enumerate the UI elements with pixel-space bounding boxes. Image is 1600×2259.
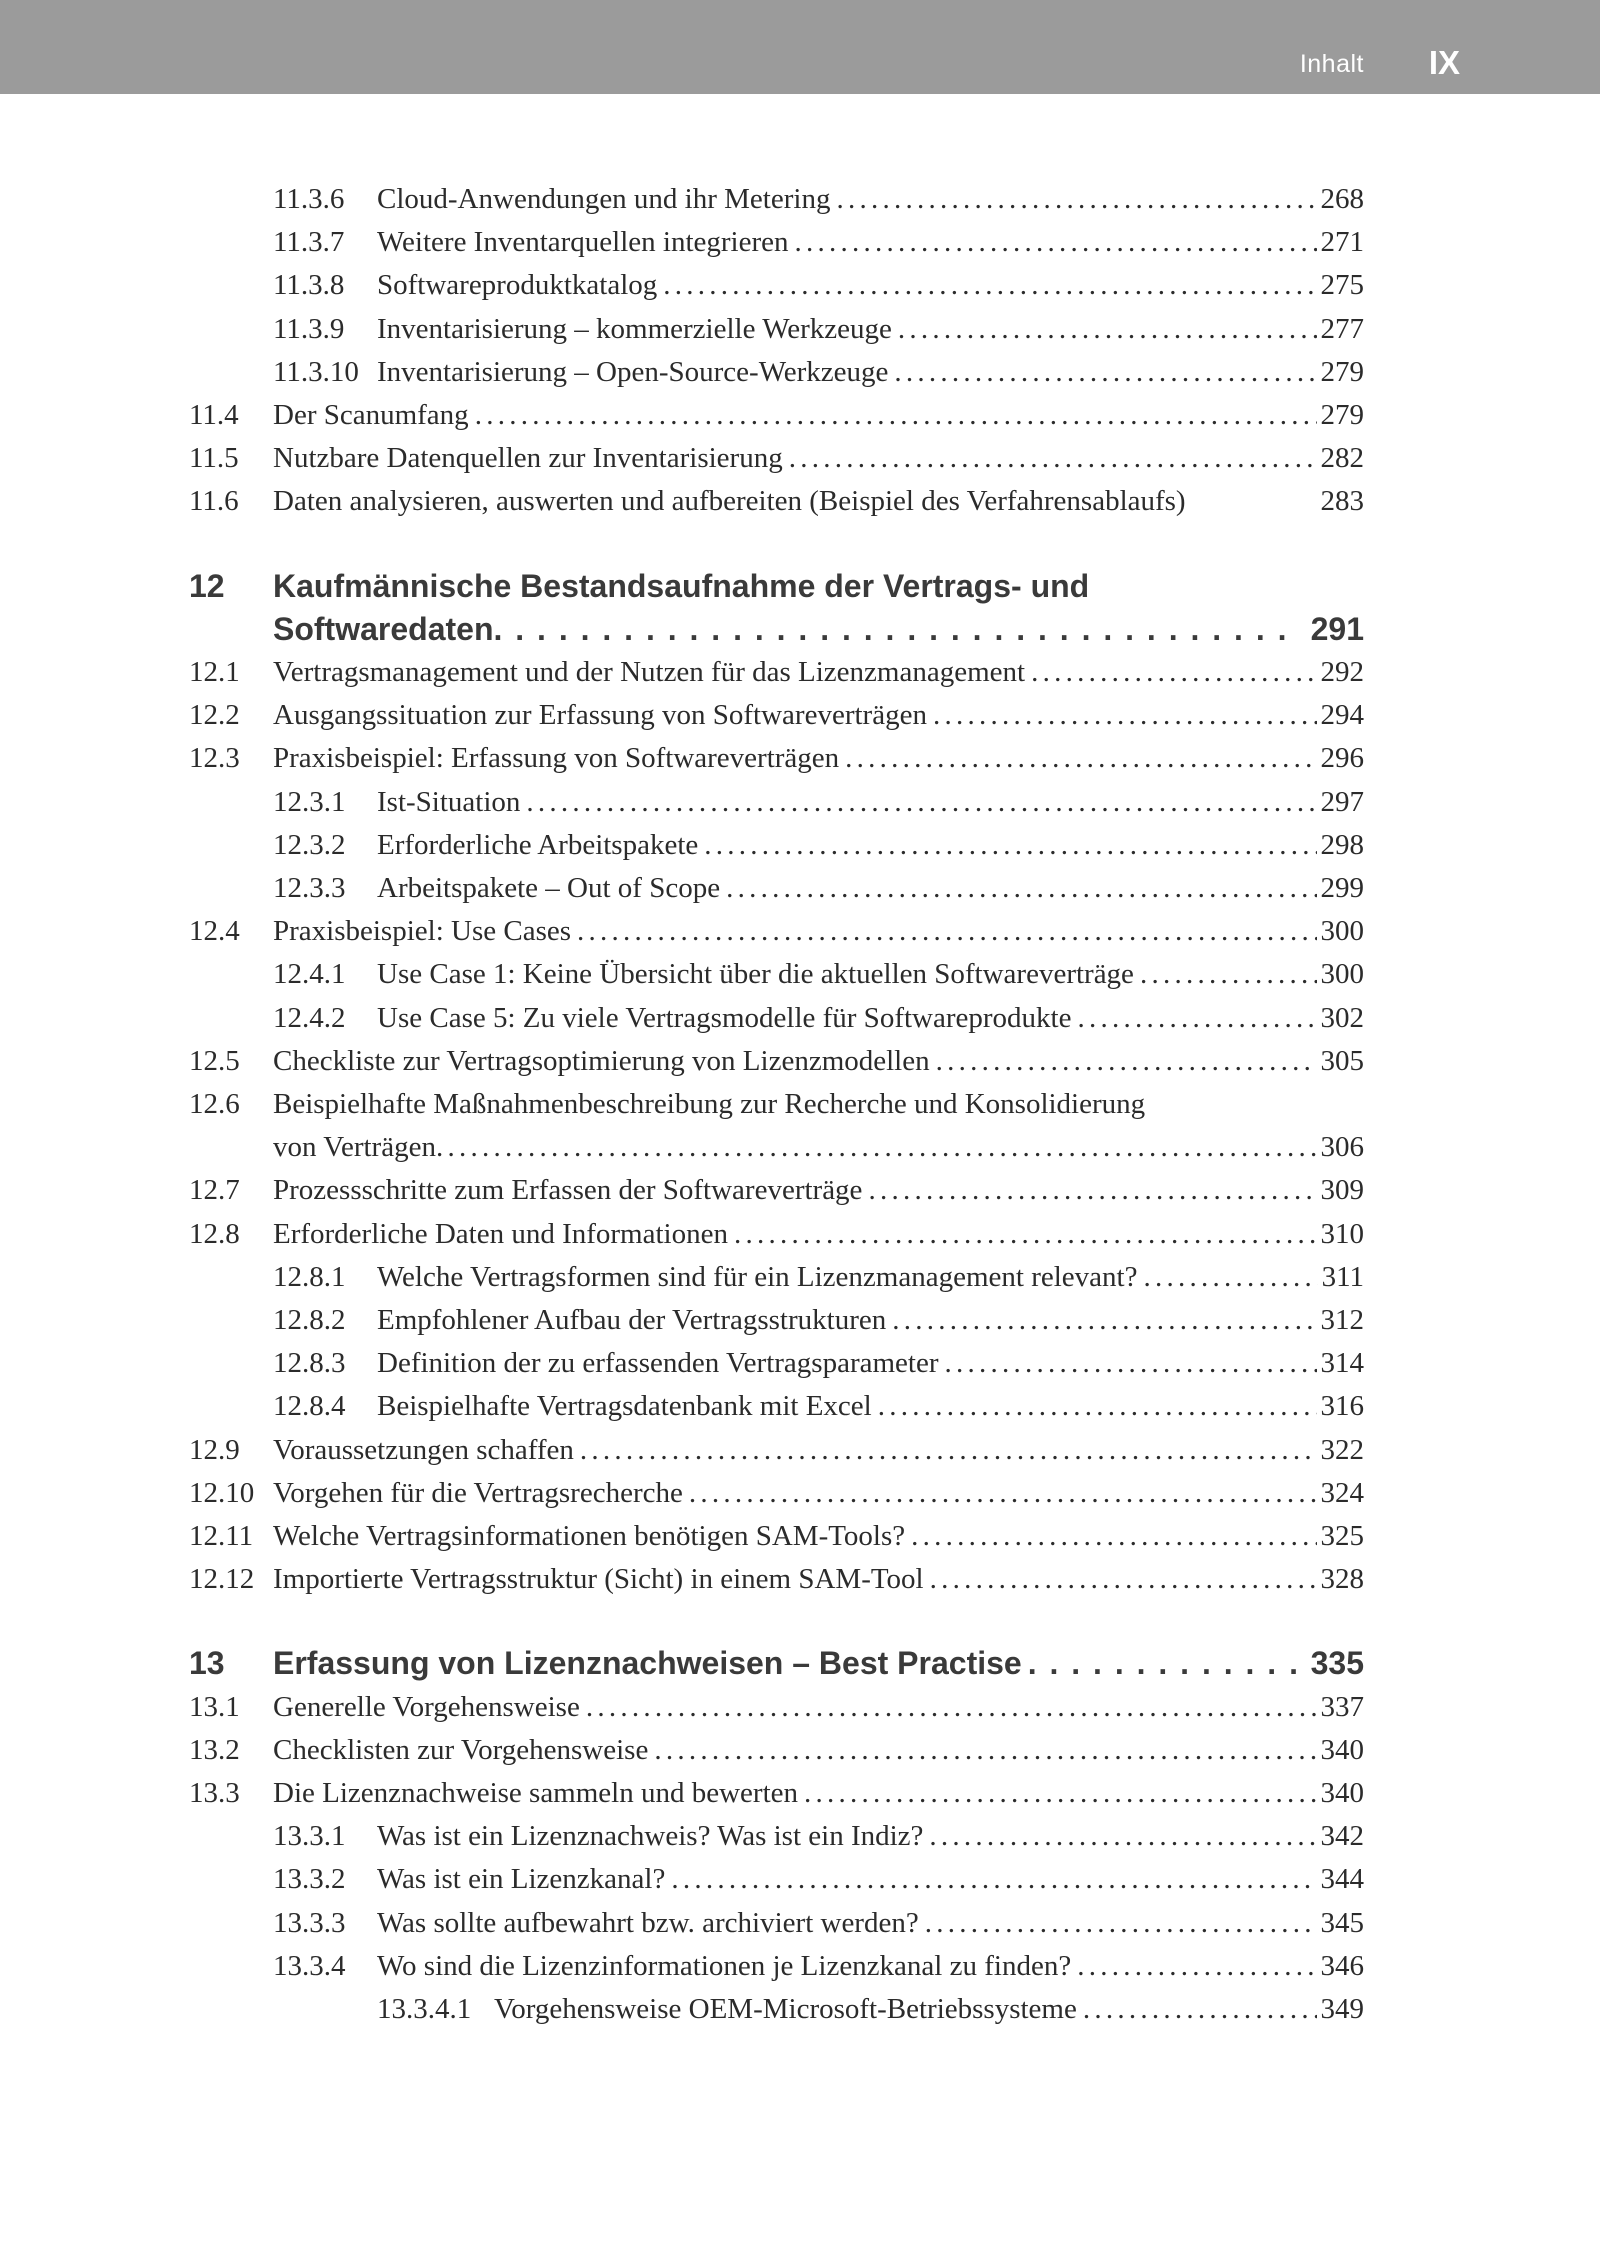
toc-entry[interactable]	[0, 264, 1600, 307]
toc-entry-title: Ausgangssituation zur Erfassung von Softwareverträgen	[273, 699, 927, 731]
toc-page-number: 299	[1320, 872, 1364, 904]
toc-entry-title: Beispielhafte Maßnahmenbeschreibung zur Recherche und Konsolidierung	[273, 1088, 1146, 1120]
toc-chapter-entry[interactable]	[0, 1642, 1600, 1685]
toc-leader-dots	[898, 308, 1317, 351]
toc-leader-dots	[930, 1558, 1317, 1601]
toc-entry-title: Vertragsmanagement und der Nutzen für das Lizenzmanagement	[273, 656, 1026, 688]
toc-page-number: 305	[1320, 1045, 1364, 1077]
toc-leader-dots	[945, 1342, 1317, 1385]
toc-entry[interactable]	[0, 1299, 1600, 1342]
toc-entry[interactable]	[0, 1815, 1600, 1858]
toc-leader-dots	[804, 1772, 1316, 1815]
toc-leader-dots	[1028, 1642, 1301, 1685]
toc-entry-title: Erfassung von Lizenznachweisen – Best Practise	[273, 1645, 1022, 1681]
toc-entry[interactable]	[0, 1729, 1600, 1772]
toc-entry-title: Use Case 1: Keine Übersicht über die aktuellen Softwareverträge	[377, 958, 1134, 990]
toc-entry-number: 13.1	[189, 1691, 240, 1723]
page-number: IX	[1428, 44, 1460, 81]
toc-page-number: 337	[1320, 1691, 1364, 1723]
toc-entry[interactable]	[0, 737, 1600, 780]
toc-entry-number: 12.8.2	[273, 1304, 346, 1336]
toc-page-number: 314	[1320, 1347, 1364, 1379]
toc-entry[interactable]	[0, 1126, 1600, 1169]
toc-entry-number: 12.3.3	[273, 872, 346, 904]
toc-entry-title: Ist-Situation	[377, 786, 521, 818]
toc-page-number: 282	[1320, 442, 1364, 474]
toc-entry-text	[377, 308, 1364, 351]
toc-leader-dots	[933, 694, 1317, 737]
toc-page-number: 346	[1320, 1950, 1364, 1982]
toc-page-number: 283	[1320, 485, 1364, 517]
toc-entry-number: 12.2	[189, 699, 240, 731]
toc-entry[interactable]	[0, 1213, 1600, 1256]
toc-entry-number: 13.3.4.1	[377, 1993, 472, 2025]
toc-entry-number: 13	[189, 1645, 225, 1681]
toc-entry-title: Welche Vertragsformen sind für ein Lizenzmanagement relevant?	[377, 1261, 1138, 1293]
toc-entry-text	[273, 394, 1364, 437]
toc-entry[interactable]	[0, 221, 1600, 264]
toc-page-number: 292	[1320, 656, 1364, 688]
toc-page-number: 316	[1320, 1390, 1364, 1422]
toc-entry-text	[273, 694, 1364, 737]
toc-entry-text	[273, 480, 1364, 523]
toc-entry-text	[273, 1515, 1364, 1558]
toc-entry-text	[273, 737, 1364, 780]
toc-entry[interactable]	[0, 953, 1600, 996]
toc-entry-text	[273, 1729, 1364, 1772]
toc-leader-dots	[526, 781, 1316, 824]
toc-leader-dots	[936, 1040, 1317, 1083]
toc-entry-title: Vorgehen für die Vertragsrecherche	[273, 1477, 683, 1509]
toc-entry-text	[377, 781, 1364, 824]
toc-page-number: 344	[1320, 1863, 1364, 1895]
toc-entry-number: 11.3.6	[273, 183, 345, 215]
toc-entry-number: 11.3.8	[273, 269, 345, 301]
toc-entry[interactable]	[0, 1945, 1600, 1988]
section-label: Inhalt	[1299, 50, 1364, 78]
toc-leader-dots	[894, 351, 1316, 394]
toc-leader-dots	[689, 1472, 1317, 1515]
toc-entry-number: 12	[189, 568, 225, 604]
toc-leader-dots	[1143, 1256, 1317, 1299]
toc-entry-number: 12.3.1	[273, 786, 346, 818]
toc-entry[interactable]	[0, 997, 1600, 1040]
toc-entry-number: 13.3.3	[273, 1907, 346, 1939]
toc-leader-dots	[868, 1169, 1316, 1212]
toc-leader-dots	[836, 178, 1316, 221]
toc-entry-text	[377, 953, 1364, 996]
toc-entry-text	[273, 1686, 1364, 1729]
toc-entry[interactable]	[0, 394, 1600, 437]
toc-page-number: 311	[1321, 1261, 1364, 1293]
toc-entry-number: 13.2	[189, 1734, 240, 1766]
toc-entry[interactable]	[0, 910, 1600, 953]
toc-page-number: 296	[1320, 742, 1364, 774]
toc-page-number: 300	[1320, 958, 1364, 990]
toc-entry-text	[377, 997, 1364, 1040]
toc-entry-number: 12.8	[189, 1218, 240, 1250]
toc-entry-title: Checkliste zur Vertragsoptimierung von Lizenzmodellen	[273, 1045, 930, 1077]
toc-entry-number: 12.9	[189, 1434, 240, 1466]
toc-entry-title: Importierte Vertragsstruktur (Sicht) in einem SAM-Tool	[273, 1563, 924, 1595]
toc-page-number: 298	[1320, 829, 1364, 861]
toc-entry-title: von Verträgen	[273, 1131, 436, 1163]
toc-entry-title: Kaufmännische Bestandsaufnahme der Vertrags- und	[273, 568, 1090, 604]
toc-leader-dots	[795, 221, 1317, 264]
toc-entry[interactable]	[0, 1040, 1600, 1083]
toc-entry-text	[377, 1945, 1364, 1988]
toc-entry-number: 12.11	[189, 1520, 254, 1552]
toc-entry-number: 12.8.3	[273, 1347, 346, 1379]
toc-page-number: 324	[1320, 1477, 1364, 1509]
toc-page-number: 275	[1320, 269, 1364, 301]
toc-leader-dots	[654, 1729, 1316, 1772]
toc-leader-dots	[911, 1515, 1316, 1558]
toc-entry-title: Definition der zu erfassenden Vertragsparameter	[377, 1347, 939, 1379]
toc-page-number: 328	[1320, 1563, 1364, 1595]
toc-entry-title: Arbeitspakete – Out of Scope	[377, 872, 721, 904]
toc-entry-number: 11.6	[189, 485, 239, 517]
toc-page-number: 322	[1320, 1434, 1364, 1466]
toc-entry-number: 12.10	[189, 1477, 255, 1509]
toc-entry-text	[273, 1213, 1364, 1256]
toc-entry-text	[273, 910, 1364, 953]
toc-leader-dots	[789, 437, 1317, 480]
toc-entry-text	[273, 1472, 1364, 1515]
toc-entry[interactable]	[0, 867, 1600, 910]
toc-entry-text	[273, 1558, 1364, 1601]
toc-entry[interactable]	[0, 1558, 1600, 1601]
toc-entry-text	[377, 1902, 1364, 1945]
toc-entry-number: 12.7	[189, 1174, 240, 1206]
toc-entry[interactable]	[0, 1256, 1600, 1299]
toc-entry[interactable]	[0, 308, 1600, 351]
toc-entry[interactable]	[0, 1902, 1600, 1945]
toc-page-number: 279	[1320, 356, 1364, 388]
toc-entry-title: Wo sind die Lizenzinformationen je Lizenzkanal zu finden?	[377, 1950, 1072, 1982]
toc-page-number: 268	[1320, 183, 1364, 215]
toc-entry-text	[377, 1385, 1364, 1428]
toc-page-number: 325	[1320, 1520, 1364, 1552]
toc-entry-title: Weitere Inventarquellen integrieren	[377, 226, 789, 258]
toc-entry-number: 12.8.4	[273, 1390, 346, 1422]
toc-entry-text	[377, 824, 1364, 867]
toc-leader-dots	[1031, 651, 1316, 694]
toc-entry-text	[494, 1988, 1364, 2031]
toc-entry[interactable]	[0, 1083, 1600, 1126]
toc-entry-number: 12.1	[189, 656, 240, 688]
toc-page-number: 294	[1320, 699, 1364, 731]
toc-entry-title: Beispielhafte Vertragsdatenbank mit Excel	[377, 1390, 872, 1422]
toc-entry[interactable]	[0, 1385, 1600, 1428]
toc-page-number: 342	[1320, 1820, 1364, 1852]
toc-entry-title: Was sollte aufbewahrt bzw. archiviert werden?	[377, 1907, 919, 1939]
toc-entry-title: Was ist ein Lizenznachweis? Was ist ein Indiz?	[377, 1820, 924, 1852]
toc-entry[interactable]	[0, 1429, 1600, 1472]
toc-leader-dots	[929, 1815, 1316, 1858]
toc-leader-dots	[845, 737, 1316, 780]
toc-entry-number: 12.4	[189, 915, 240, 947]
toc-entry[interactable]	[0, 1858, 1600, 1901]
toc-leader-dots	[734, 1213, 1317, 1256]
toc-leader-dots	[671, 1858, 1316, 1901]
toc-entry-text	[377, 1256, 1364, 1299]
toc-entry-text	[377, 1299, 1364, 1342]
toc-entry-text	[377, 221, 1364, 264]
toc-entry-text	[273, 1429, 1364, 1472]
toc-entry-title: Inventarisierung – kommerzielle Werkzeuge	[377, 313, 892, 345]
toc-entry-title: Cloud-Anwendungen und ihr Metering	[377, 183, 831, 215]
toc-entry-title: Prozessschritte zum Erfassen der Softwareverträge	[273, 1174, 863, 1206]
toc-entry-number: 11.3.7	[273, 226, 345, 258]
toc-page-number: 297	[1320, 786, 1364, 818]
toc-entry-number: 11.5	[189, 442, 239, 474]
toc-leader-dots	[475, 394, 1317, 437]
toc-leader-dots	[663, 264, 1316, 307]
toc-entry-text	[273, 1126, 1364, 1169]
toc-entry-text	[273, 437, 1364, 480]
toc-page-number: 300	[1320, 915, 1364, 947]
toc-entry-number: 12.4.1	[273, 958, 346, 990]
toc-entry[interactable]	[0, 178, 1600, 221]
toc-entry-title: Der Scanumfang	[273, 399, 469, 431]
toc-entry-title: Daten analysieren, auswerten und aufbereiten (Beispiel des Verfahrensablaufs)	[273, 485, 1186, 517]
toc-entry-text	[273, 608, 1364, 651]
toc-page-number: 277	[1320, 313, 1364, 345]
toc-entry[interactable]	[0, 1988, 1600, 2031]
toc-entry-number: 13.3	[189, 1777, 240, 1809]
toc-entry-number: 13.3.2	[273, 1863, 346, 1895]
toc-entry-text	[377, 1858, 1364, 1901]
toc-page-number: 310	[1320, 1218, 1364, 1250]
toc-entry-title: Erforderliche Arbeitspakete	[377, 829, 699, 861]
toc-entry-number: 12.5	[189, 1045, 240, 1077]
toc-page-number: 302	[1320, 1002, 1364, 1034]
toc-leader-dots	[586, 1686, 1317, 1729]
toc-leader-dots	[925, 1902, 1317, 1945]
toc-leader-dots	[878, 1385, 1317, 1428]
toc-entry-title: Softwareproduktkatalog	[377, 269, 658, 301]
toc-entry[interactable]	[0, 1772, 1600, 1815]
toc-leader-dots	[892, 1299, 1316, 1342]
toc-entry-title: Generelle Vorgehensweise	[273, 1691, 580, 1723]
toc-entry-title: Die Lizenznachweise sammeln und bewerten	[273, 1777, 799, 1809]
toc-chapter-entry[interactable]	[0, 608, 1600, 651]
toc-entry[interactable]	[0, 1472, 1600, 1515]
toc-entry-text	[377, 1342, 1364, 1385]
toc-entry-title: Was ist ein Lizenzkanal?	[377, 1863, 666, 1895]
toc-page-number: 345	[1320, 1907, 1364, 1939]
toc-entry-number: 12.3	[189, 742, 240, 774]
toc-entry-text	[377, 1815, 1364, 1858]
toc-entry[interactable]	[0, 480, 1600, 523]
toc-entry[interactable]	[0, 824, 1600, 867]
toc-entry-text	[377, 867, 1364, 910]
toc-entry[interactable]	[0, 1515, 1600, 1558]
toc-entry-text	[377, 264, 1364, 307]
toc-entry-text	[273, 565, 1364, 608]
toc-entry-number: 11.4	[189, 399, 239, 431]
toc-entry[interactable]	[0, 651, 1600, 694]
toc-entry-number: 12.3.2	[273, 829, 346, 861]
toc-entry-number: 13.3.1	[273, 1820, 346, 1852]
toc-entry-text	[377, 351, 1364, 394]
page-header-bar	[0, 0, 1600, 94]
toc-entry[interactable]	[0, 351, 1600, 394]
toc-entry-text	[273, 1772, 1364, 1815]
toc-leader-dots	[1083, 1988, 1317, 2031]
toc-entry-text	[377, 178, 1364, 221]
toc-entry[interactable]	[0, 1169, 1600, 1212]
toc-leader-dots	[436, 1126, 1317, 1169]
toc-page-number: 271	[1320, 226, 1364, 258]
toc-page-number: 306	[1320, 1131, 1364, 1163]
toc-entry[interactable]	[0, 437, 1600, 480]
toc-entry-title: Checklisten zur Vorgehensweise	[273, 1734, 649, 1766]
toc-entry-text	[273, 651, 1364, 694]
toc-page-number: 312	[1320, 1304, 1364, 1336]
toc-entry-number: 11.3.9	[273, 313, 345, 345]
toc-entry-number: 13.3.4	[273, 1950, 346, 1982]
toc-leader-dots	[1140, 953, 1317, 996]
toc-entry-title: Welche Vertragsinformationen benötigen SAM-Tools?	[273, 1520, 906, 1552]
toc-entry-title: Inventarisierung – Open-Source-Werkzeuge	[377, 356, 889, 388]
toc-leader-dots	[577, 910, 1316, 953]
toc-entry-text	[273, 1083, 1364, 1126]
toc-entry-number: 12.12	[189, 1563, 255, 1595]
toc-page-number: 279	[1320, 399, 1364, 431]
toc-entry[interactable]	[0, 1342, 1600, 1385]
toc-entry[interactable]	[0, 781, 1600, 824]
toc-entry-text	[273, 1642, 1364, 1685]
toc-page-number: 335	[1310, 1645, 1364, 1681]
toc-page-number: 340	[1320, 1777, 1364, 1809]
toc-entry-title: Vorgehensweise OEM-Microsoft-Betriebssysteme	[494, 1993, 1077, 2025]
toc-chapter-entry[interactable]	[0, 565, 1600, 608]
toc-entry-number: 12.8.1	[273, 1261, 346, 1293]
toc-entry-title: Praxisbeispiel: Use Cases	[273, 915, 572, 947]
toc-entry-title: Erforderliche Daten und Informationen	[273, 1218, 728, 1250]
toc-leader-dots	[726, 867, 1316, 910]
toc-entry-number: 12.6	[189, 1088, 240, 1120]
toc-entry-title: Voraussetzungen schaffen	[273, 1434, 574, 1466]
toc-leader-dots	[580, 1429, 1317, 1472]
toc-page-number: 309	[1320, 1174, 1364, 1206]
toc-entry-number: 12.4.2	[273, 1002, 346, 1034]
toc-entry-title: Empfohlener Aufbau der Vertragsstrukturen	[377, 1304, 887, 1336]
toc-leader-dots	[704, 824, 1316, 867]
toc-entry-title: Praxisbeispiel: Erfassung von Softwareverträgen	[273, 742, 840, 774]
toc-page-number: 340	[1320, 1734, 1364, 1766]
toc-entry[interactable]	[0, 1686, 1600, 1729]
toc-entry-title: Use Case 5: Zu viele Vertragsmodelle für Softwareprodukte	[377, 1002, 1072, 1034]
toc-leader-dots	[1077, 1945, 1316, 1988]
toc-entry[interactable]	[0, 694, 1600, 737]
toc-leader-dots	[1077, 997, 1316, 1040]
toc-leader-dots	[493, 608, 1300, 651]
toc-page-number: 349	[1320, 1993, 1364, 2025]
toc-page-number: 291	[1310, 611, 1364, 647]
toc-entry-text	[273, 1169, 1364, 1212]
toc-entry-number: 11.3.10	[273, 356, 359, 388]
toc-entry-title: Nutzbare Datenquellen zur Inventarisierung	[273, 442, 783, 474]
toc-entry-text	[273, 1040, 1364, 1083]
toc-entry-title: Softwaredaten	[273, 611, 494, 647]
